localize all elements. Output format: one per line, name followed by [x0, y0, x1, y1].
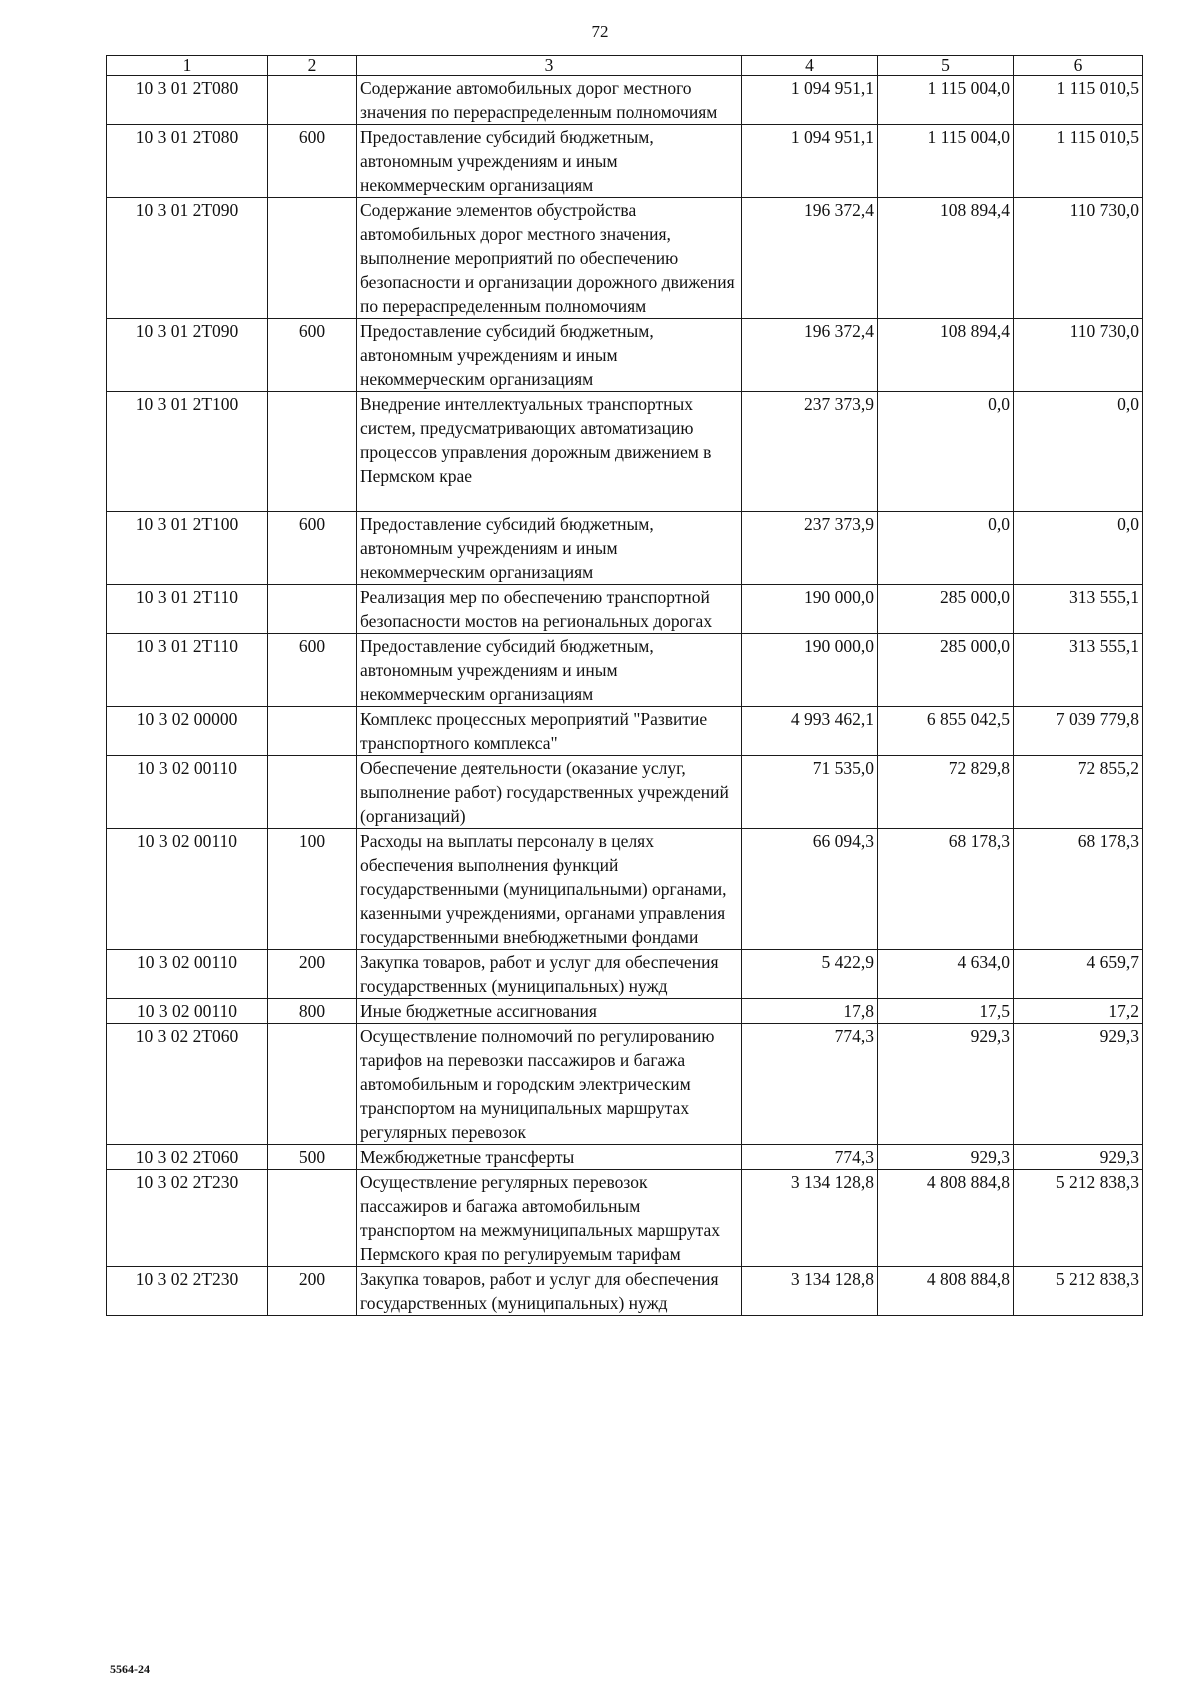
amount-cell: 929,3: [878, 1145, 1014, 1170]
table-row: [107, 707, 1143, 756]
amount-cell: 72 855,2: [1014, 756, 1143, 829]
code-cell: 10 3 02 00110: [107, 999, 268, 1024]
name-cell: Внедрение интеллектуальных транспортных систем, предусматривающих автоматизацию процессов управления дорожным движением в Пермском крае: [357, 392, 742, 512]
expense-type-cell: 600: [268, 125, 357, 198]
header-row: [107, 56, 1143, 76]
table-row: [107, 512, 1143, 585]
amount-cell: 108 894,4: [878, 319, 1014, 392]
table-row: [107, 585, 1143, 634]
amount-cell: 313 555,1: [1014, 634, 1143, 707]
amount-cell: 774,3: [742, 1145, 878, 1170]
table-row: [107, 125, 1143, 198]
amount-cell: 71 535,0: [742, 756, 878, 829]
amount-cell: 66 094,3: [742, 829, 878, 950]
amount-cell: 774,3: [742, 1024, 878, 1145]
name-cell: Предоставление субсидий бюджетным, автономным учреждениям и иным некоммерческим организациям: [357, 319, 742, 392]
table-row: [107, 1267, 1143, 1316]
expense-type-cell: [268, 585, 357, 634]
amount-cell: 0,0: [1014, 512, 1143, 585]
expense-type-cell: 200: [268, 1267, 357, 1316]
amount-cell: 237 373,9: [742, 392, 878, 512]
amount-cell: 1 115 004,0: [878, 76, 1014, 125]
code-cell: 10 3 02 2Т230: [107, 1170, 268, 1267]
name-cell: Комплекс процессных мероприятий "Развитие транспортного комплекса": [357, 707, 742, 756]
document-code: 5564-24: [110, 1662, 150, 1676]
amount-cell: 0,0: [878, 512, 1014, 585]
name-cell: Реализация мер по обеспечению транспортной безопасности мостов на региональных дорогах: [357, 585, 742, 634]
name-cell: Межбюджетные трансферты: [357, 1145, 742, 1170]
amount-cell: 3 134 128,8: [742, 1267, 878, 1316]
code-cell: 10 3 01 2Т090: [107, 198, 268, 319]
amount-cell: 5 212 838,3: [1014, 1267, 1143, 1316]
header-cell: 4: [742, 56, 878, 76]
expense-type-cell: [268, 1024, 357, 1145]
amount-cell: 4 808 884,8: [878, 1267, 1014, 1316]
amount-cell: 1 094 951,1: [742, 76, 878, 125]
amount-cell: 6 855 042,5: [878, 707, 1014, 756]
name-cell: Предоставление субсидий бюджетным, автономным учреждениям и иным некоммерческим организациям: [357, 125, 742, 198]
expense-type-cell: [268, 1170, 357, 1267]
amount-cell: 1 115 010,5: [1014, 76, 1143, 125]
code-cell: 10 3 02 2Т060: [107, 1024, 268, 1145]
expense-type-cell: 600: [268, 634, 357, 707]
expense-type-cell: [268, 198, 357, 319]
amount-cell: 17,5: [878, 999, 1014, 1024]
header-cell: 2: [268, 56, 357, 76]
expense-type-cell: 200: [268, 950, 357, 999]
table-row: [107, 1170, 1143, 1267]
expense-type-cell: 500: [268, 1145, 357, 1170]
amount-cell: 7 039 779,8: [1014, 707, 1143, 756]
table-row: [107, 950, 1143, 999]
amount-cell: 0,0: [878, 392, 1014, 512]
name-cell: Обеспечение деятельности (оказание услуг, выполнение работ) государственных учреждений (организаций): [357, 756, 742, 829]
name-cell: Расходы на выплаты персоналу в целях обеспечения выполнения функций государственными (муниципальными) органами, казенными учреждениями, органами управления государственными внебюджетными фондами: [357, 829, 742, 950]
header-cell: 5: [878, 56, 1014, 76]
table-row: [107, 634, 1143, 707]
expense-type-cell: 800: [268, 999, 357, 1024]
amount-cell: 313 555,1: [1014, 585, 1143, 634]
amount-cell: 5 212 838,3: [1014, 1170, 1143, 1267]
amount-cell: 4 993 462,1: [742, 707, 878, 756]
amount-cell: 285 000,0: [878, 585, 1014, 634]
table-row: [107, 1024, 1143, 1145]
table-row: [107, 1145, 1143, 1170]
code-cell: 10 3 02 00110: [107, 756, 268, 829]
amount-cell: 17,8: [742, 999, 878, 1024]
expense-type-cell: [268, 707, 357, 756]
code-cell: 10 3 02 2Т060: [107, 1145, 268, 1170]
amount-cell: 68 178,3: [878, 829, 1014, 950]
amount-cell: 929,3: [1014, 1145, 1143, 1170]
amount-cell: 0,0: [1014, 392, 1143, 512]
name-cell: Осуществление регулярных перевозок пассажиров и багажа автомобильным транспортом на межмуниципальных маршрутах Пермского края по регулируемым тарифам: [357, 1170, 742, 1267]
name-cell: Предоставление субсидий бюджетным, автономным учреждениям и иным некоммерческим организациям: [357, 634, 742, 707]
amount-cell: 196 372,4: [742, 198, 878, 319]
amount-cell: 237 373,9: [742, 512, 878, 585]
header-cell: 3: [357, 56, 742, 76]
table-row: [107, 999, 1143, 1024]
table-row: [107, 392, 1143, 512]
amount-cell: 190 000,0: [742, 634, 878, 707]
amount-cell: 68 178,3: [1014, 829, 1143, 950]
header-cell: 1: [107, 56, 268, 76]
code-cell: 10 3 01 2Т110: [107, 585, 268, 634]
name-cell: Предоставление субсидий бюджетным, автономным учреждениям и иным некоммерческим организациям: [357, 512, 742, 585]
amount-cell: 929,3: [878, 1024, 1014, 1145]
amount-cell: 4 659,7: [1014, 950, 1143, 999]
expense-type-cell: [268, 76, 357, 125]
page-number: 72: [591, 22, 609, 41]
table-row: [107, 829, 1143, 950]
expense-type-cell: 600: [268, 319, 357, 392]
amount-cell: 3 134 128,8: [742, 1170, 878, 1267]
code-cell: 10 3 01 2Т080: [107, 76, 268, 125]
amount-cell: 72 829,8: [878, 756, 1014, 829]
amount-cell: 1 094 951,1: [742, 125, 878, 198]
name-cell: Иные бюджетные ассигнования: [357, 999, 742, 1024]
amount-cell: 110 730,0: [1014, 319, 1143, 392]
header-cell: 6: [1014, 56, 1143, 76]
code-cell: 10 3 02 00110: [107, 829, 268, 950]
name-cell: Содержание элементов обустройства автомобильных дорог местного значения, выполнение мероприятий по обеспечению безопасности и организации дорожного движения по перераспределенным полномочиям: [357, 198, 742, 319]
amount-cell: 196 372,4: [742, 319, 878, 392]
amount-cell: 110 730,0: [1014, 198, 1143, 319]
name-cell: Закупка товаров, работ и услуг для обеспечения государственных (муниципальных) нужд: [357, 950, 742, 999]
name-cell: Закупка товаров, работ и услуг для обеспечения государственных (муниципальных) нужд: [357, 1267, 742, 1316]
table-row: [107, 756, 1143, 829]
amount-cell: 1 115 010,5: [1014, 125, 1143, 198]
amount-cell: 1 115 004,0: [878, 125, 1014, 198]
expense-type-cell: [268, 756, 357, 829]
amount-cell: 108 894,4: [878, 198, 1014, 319]
amount-cell: 929,3: [1014, 1024, 1143, 1145]
amount-cell: 4 808 884,8: [878, 1170, 1014, 1267]
budget-table: [106, 55, 1143, 1316]
code-cell: 10 3 01 2Т090: [107, 319, 268, 392]
code-cell: 10 3 01 2Т110: [107, 634, 268, 707]
code-cell: 10 3 02 00000: [107, 707, 268, 756]
expense-type-cell: [268, 392, 357, 512]
expense-type-cell: 100: [268, 829, 357, 950]
amount-cell: 5 422,9: [742, 950, 878, 999]
amount-cell: 285 000,0: [878, 634, 1014, 707]
code-cell: 10 3 01 2Т100: [107, 512, 268, 585]
table-row: [107, 198, 1143, 319]
code-cell: 10 3 02 2Т230: [107, 1267, 268, 1316]
name-cell: Содержание автомобильных дорог местного значения по перераспределенным полномочиям: [357, 76, 742, 125]
amount-cell: 4 634,0: [878, 950, 1014, 999]
table-row: [107, 319, 1143, 392]
code-cell: 10 3 02 00110: [107, 950, 268, 999]
code-cell: 10 3 01 2Т080: [107, 125, 268, 198]
expense-type-cell: 600: [268, 512, 357, 585]
name-cell: Осуществление полномочий по регулированию тарифов на перевозки пассажиров и багажа автомобильным и городским электрическим транспортом на муниципальных маршрутах регулярных перевозок: [357, 1024, 742, 1145]
amount-cell: 190 000,0: [742, 585, 878, 634]
code-cell: 10 3 01 2Т100: [107, 392, 268, 512]
amount-cell: 17,2: [1014, 999, 1143, 1024]
table-row: [107, 76, 1143, 125]
